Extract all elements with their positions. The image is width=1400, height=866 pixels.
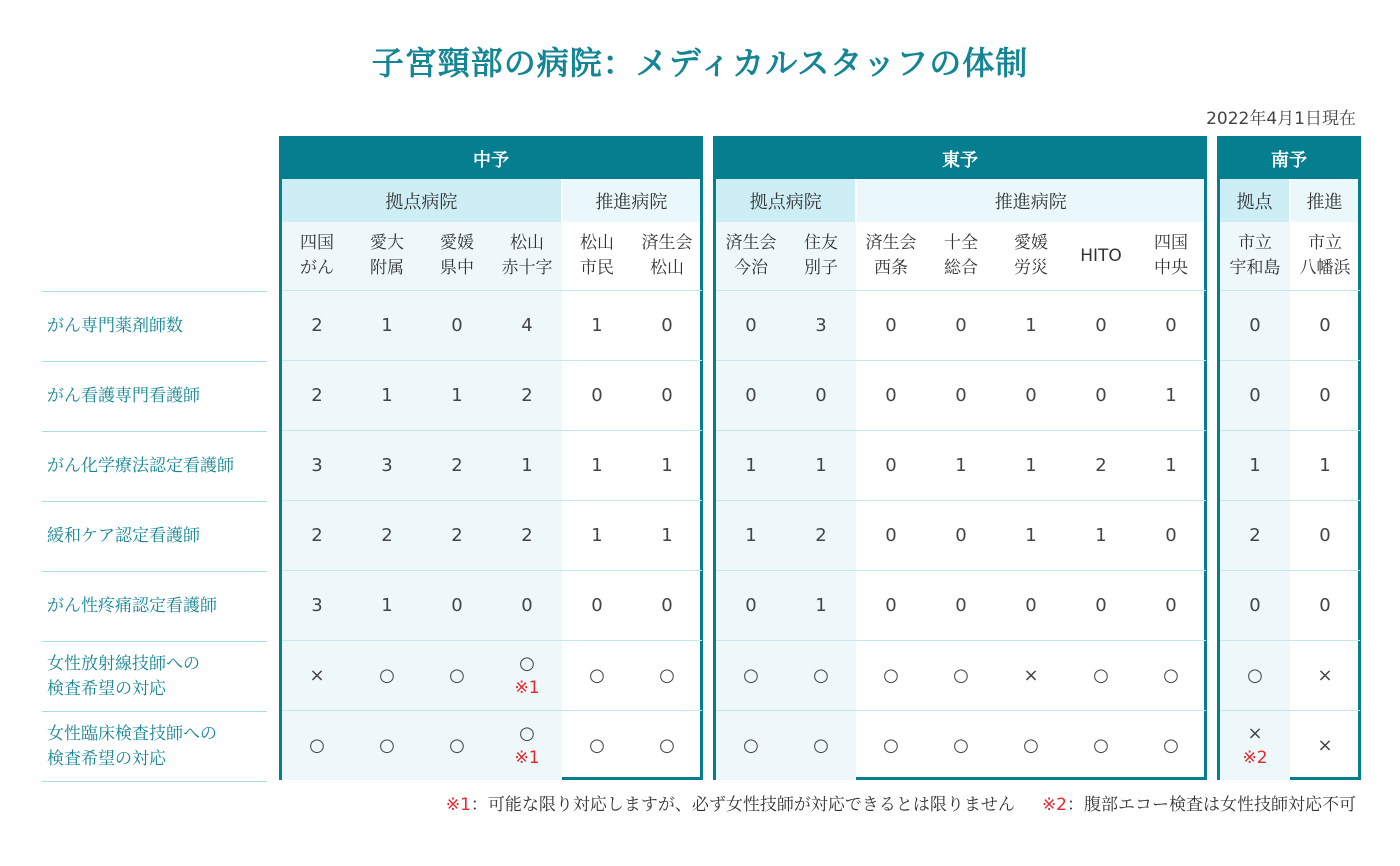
table-cell [1136, 291, 1206, 361]
table-cell [282, 361, 352, 431]
cell-value: 0 [1319, 524, 1331, 546]
row-label: がん性疼痛認定看護師 [42, 572, 267, 642]
table-cell [1136, 641, 1206, 711]
region-body [716, 222, 1204, 780]
hospital-type-row [282, 179, 700, 222]
table-cell [1220, 431, 1290, 501]
cell-note: ※1 [514, 747, 540, 768]
table-cell [716, 291, 786, 361]
table-cell [786, 571, 856, 641]
cell-value: ○ [883, 734, 899, 756]
cell-value: 0 [451, 314, 463, 336]
cell-value: 0 [521, 594, 533, 616]
cell-value: 1 [451, 384, 463, 406]
cell-value: 0 [591, 384, 603, 406]
cell-value: 0 [451, 594, 463, 616]
cell-value: 0 [885, 524, 897, 546]
region-body [1220, 222, 1358, 780]
cell-value: 0 [1249, 594, 1261, 616]
cell-value: 1 [381, 314, 393, 336]
footnote-2-text: ：腹部エコー検査は女性技師対応不可 [1067, 795, 1356, 815]
cell-value: ○ [743, 664, 759, 686]
table-cell [352, 501, 422, 571]
cell-value: 2 [1095, 454, 1107, 476]
row-label: 緩和ケア認定看護師 [42, 502, 267, 572]
table-cell [786, 501, 856, 571]
footnote-1-mark: ※1 [445, 795, 471, 815]
cell-value: 0 [885, 384, 897, 406]
region-panel [713, 136, 1207, 780]
hospital-type-label: 拠点病院 [716, 179, 855, 222]
table-cell [926, 711, 996, 780]
footnote-1-text: ：可能な限り対応しますが、必ず女性技師が対応できるとは限りません [470, 795, 1015, 815]
footnote-2-mark: ※2 [1041, 795, 1067, 815]
hospital-column [1136, 222, 1206, 780]
cell-value: 0 [661, 384, 673, 406]
table-cell [996, 291, 1066, 361]
table-cell [352, 291, 422, 361]
cell-value: 0 [661, 314, 673, 336]
cell-value: 0 [885, 594, 897, 616]
cell-value: ○ [953, 664, 969, 686]
hospital-name: 愛大 附属 [352, 222, 422, 291]
cell-value: 3 [381, 454, 393, 476]
table-cell [786, 291, 856, 361]
cell-value: 2 [381, 524, 393, 546]
hospital-name: 済生会 松山 [632, 222, 702, 291]
region-panel [1217, 136, 1361, 780]
table-cell [1290, 361, 1360, 431]
hospital-name: 済生会 西条 [856, 222, 926, 291]
table-cell [282, 571, 352, 641]
cell-note: ※2 [1242, 747, 1268, 768]
hospital-column [996, 222, 1066, 780]
table-cell [996, 641, 1066, 711]
cell-value: 1 [521, 454, 533, 476]
table-cell [1136, 431, 1206, 501]
table-cell [282, 501, 352, 571]
cell-value: 1 [381, 384, 393, 406]
hospital-column [786, 222, 856, 780]
table-cell [282, 711, 352, 780]
table-cell [856, 501, 926, 571]
table-cell [1290, 711, 1360, 780]
cell-value: 0 [1165, 314, 1177, 336]
table-cell [1290, 501, 1360, 571]
table-cell [1136, 361, 1206, 431]
table-cell [1290, 571, 1360, 641]
hospital-name: 四国 中央 [1136, 222, 1206, 291]
cell-value: ○ [743, 734, 759, 756]
table-cell [926, 501, 996, 571]
hospital-name: 十全 総合 [926, 222, 996, 291]
table-cell [422, 361, 492, 431]
hospital-column [926, 222, 996, 780]
table-cell [1066, 431, 1136, 501]
table-cell [422, 431, 492, 501]
cell-value: 3 [311, 594, 323, 616]
cell-value: ○ [449, 664, 465, 686]
table-cell [492, 291, 562, 361]
cell-value: 0 [1165, 594, 1177, 616]
table-cell [1066, 501, 1136, 571]
table-cell [422, 501, 492, 571]
cell-value: 1 [815, 594, 827, 616]
hospital-type-label: 推進 [1289, 179, 1358, 222]
cell-value: × [1317, 664, 1333, 686]
table-cell [1220, 571, 1290, 641]
table-cell [1066, 641, 1136, 711]
cell-value: ○ [449, 734, 465, 756]
cell-value: 0 [1025, 594, 1037, 616]
footnotes [446, 790, 1356, 815]
cell-value: 2 [521, 524, 533, 546]
hospital-type-label: 拠点病院 [282, 179, 561, 222]
cell-value: 1 [745, 524, 757, 546]
hospital-column [422, 222, 492, 780]
hospital-column [632, 222, 702, 780]
hospital-column [282, 222, 352, 780]
cell-value: 1 [661, 454, 673, 476]
hospital-name: 愛媛 県中 [422, 222, 492, 291]
table-cell [282, 431, 352, 501]
table-cell [282, 641, 352, 711]
cell-value: ○ [589, 664, 605, 686]
cell-value: 1 [1095, 524, 1107, 546]
cell-value: 0 [591, 594, 603, 616]
hospital-name: 愛媛 労災 [996, 222, 1066, 291]
table-cell [716, 641, 786, 711]
hospital-type-label: 推進病院 [855, 179, 1204, 222]
table-cell [492, 501, 562, 571]
table-cell [352, 361, 422, 431]
table-cell [632, 641, 702, 711]
table-cell [1290, 431, 1360, 501]
table-cell [492, 361, 562, 431]
table-cell [1220, 641, 1290, 711]
table-cell [1220, 361, 1290, 431]
table-cell [632, 501, 702, 571]
table-cell [632, 711, 702, 780]
hospital-type-row [716, 179, 1204, 222]
table-cell [562, 501, 632, 571]
cell-value: 0 [1249, 384, 1261, 406]
cell-value: ○ [589, 734, 605, 756]
cell-value: 2 [311, 524, 323, 546]
table-cell [1136, 501, 1206, 571]
cell-value: 0 [1025, 384, 1037, 406]
table-cell [856, 431, 926, 501]
row-label: 女性放射線技師への 検査希望の対応 [42, 642, 267, 712]
cell-value: 2 [311, 314, 323, 336]
cell-value: × [1317, 734, 1333, 756]
table-cell [786, 711, 856, 780]
region-body [282, 222, 700, 780]
hospital-column [856, 222, 926, 780]
table-cell [492, 431, 562, 501]
cell-value: 0 [1095, 384, 1107, 406]
cell-value: ○ [1023, 734, 1039, 756]
table-cell [562, 291, 632, 361]
table-cell [1290, 291, 1360, 361]
table-cell [352, 431, 422, 501]
table-cell [422, 641, 492, 711]
table-cell [996, 711, 1066, 780]
table-cell [422, 291, 492, 361]
hospital-type-label: 推進病院 [561, 179, 700, 222]
cell-value: 0 [1165, 524, 1177, 546]
table-cell [632, 431, 702, 501]
row-labels [42, 291, 267, 782]
table-cell [856, 291, 926, 361]
cell-value: 1 [1025, 524, 1037, 546]
table-cell [1066, 571, 1136, 641]
table-cell [632, 291, 702, 361]
hospital-column [1220, 222, 1290, 780]
hospital-name: 松山 市民 [562, 222, 632, 291]
as-of-date: 2022年4月1日現在 [1206, 109, 1356, 129]
row-label: 女性臨床検査技師への 検査希望の対応 [42, 712, 267, 782]
table-cell [492, 641, 562, 711]
table-cell [1066, 291, 1136, 361]
table-cell [632, 361, 702, 431]
cell-value: ○ [813, 664, 829, 686]
table-cell [562, 711, 632, 780]
hospital-column [562, 222, 632, 780]
table-cell [926, 571, 996, 641]
cell-value: 1 [745, 454, 757, 476]
cell-value: ○ [379, 664, 395, 686]
table-cell [1066, 361, 1136, 431]
cell-value: ○ [519, 722, 535, 744]
cell-value: 0 [955, 524, 967, 546]
cell-value: ○ [379, 734, 395, 756]
table-cell [856, 711, 926, 780]
cell-value: 0 [1249, 314, 1261, 336]
table-cell [492, 711, 562, 780]
cell-value: 0 [1319, 314, 1331, 336]
hospital-type-row [1220, 179, 1358, 222]
cell-value: 1 [1319, 454, 1331, 476]
table-cell [926, 361, 996, 431]
cell-value: 1 [955, 454, 967, 476]
cell-value: 0 [1095, 314, 1107, 336]
cell-note: ※1 [514, 677, 540, 698]
cell-value: ○ [519, 652, 535, 674]
cell-value: ○ [883, 664, 899, 686]
table-cell [562, 571, 632, 641]
table-cell [786, 361, 856, 431]
cell-value: 1 [1025, 454, 1037, 476]
cell-value: 0 [1095, 594, 1107, 616]
cell-value: × [309, 664, 325, 686]
table-cell [786, 641, 856, 711]
cell-value: 0 [1319, 594, 1331, 616]
cell-value: 2 [1249, 524, 1261, 546]
region-header: 中予 [282, 139, 700, 179]
cell-value: 0 [745, 384, 757, 406]
cell-value: × [1247, 722, 1263, 744]
row-label: がん看護専門看護師 [42, 362, 267, 432]
table-cell [996, 501, 1066, 571]
cell-value: 0 [885, 314, 897, 336]
table-cell [926, 641, 996, 711]
cell-value: 0 [885, 454, 897, 476]
cell-value: 0 [955, 314, 967, 336]
cell-value: 1 [591, 454, 603, 476]
cell-value: × [1023, 664, 1039, 686]
table-cell [996, 361, 1066, 431]
region-header: 東予 [716, 139, 1204, 179]
hospital-name: HITO [1066, 222, 1136, 291]
region-panel [279, 136, 703, 780]
table-cell [926, 431, 996, 501]
table-cell [856, 361, 926, 431]
cell-value: 1 [1165, 454, 1177, 476]
cell-value: 1 [1025, 314, 1037, 336]
cell-value: 4 [521, 314, 533, 336]
table-cell [492, 571, 562, 641]
cell-value: ○ [1093, 734, 1109, 756]
table-cell [352, 641, 422, 711]
hospital-name: 済生会 今治 [716, 222, 786, 291]
cell-value: ○ [1093, 664, 1109, 686]
table-cell [856, 641, 926, 711]
cell-value: 2 [451, 454, 463, 476]
table-cell [716, 571, 786, 641]
hospital-name: 市立 宇和島 [1220, 222, 1290, 291]
cell-value: 2 [311, 384, 323, 406]
table-cell [1220, 711, 1290, 780]
table-cell [996, 571, 1066, 641]
table-cell [1136, 711, 1206, 780]
row-label: がん化学療法認定看護師 [42, 432, 267, 502]
cell-value: 1 [1165, 384, 1177, 406]
cell-value: 0 [745, 314, 757, 336]
table-cell [352, 711, 422, 780]
table-cell [562, 641, 632, 711]
hospital-name: 松山 赤十字 [492, 222, 562, 291]
cell-value: ○ [659, 664, 675, 686]
table-cell [1290, 641, 1360, 711]
cell-value: 3 [815, 314, 827, 336]
cell-value: 2 [521, 384, 533, 406]
table-cell [282, 291, 352, 361]
table-cell [562, 431, 632, 501]
cell-value: ○ [953, 734, 969, 756]
hospital-column [352, 222, 422, 780]
table-cell [562, 361, 632, 431]
hospital-type-label: 拠点 [1220, 179, 1289, 222]
hospital-name: 市立 八幡浜 [1290, 222, 1360, 291]
table-cell [716, 501, 786, 571]
page-title: 子宮頸部の病院：メディカルスタッフの体制 [371, 44, 1029, 82]
table-cell [716, 431, 786, 501]
cell-value: 0 [955, 384, 967, 406]
table-cell [1066, 711, 1136, 780]
region-header: 南予 [1220, 139, 1358, 179]
table-cell [996, 431, 1066, 501]
cell-value: ○ [1247, 664, 1263, 686]
table-cell [856, 571, 926, 641]
cell-value: 2 [451, 524, 463, 546]
table-cell [716, 361, 786, 431]
cell-value: 1 [591, 524, 603, 546]
cell-value: 2 [815, 524, 827, 546]
cell-value: 0 [1319, 384, 1331, 406]
hospital-column [492, 222, 562, 780]
table-cell [352, 571, 422, 641]
cell-value: 0 [661, 594, 673, 616]
cell-value: 0 [745, 594, 757, 616]
table-cell [1136, 571, 1206, 641]
cell-value: 3 [311, 454, 323, 476]
table-cell [422, 571, 492, 641]
cell-value: ○ [309, 734, 325, 756]
hospital-name: 住友 別子 [786, 222, 856, 291]
cell-value: 1 [591, 314, 603, 336]
hospital-name: 四国 がん [282, 222, 352, 291]
table-cell [1220, 291, 1290, 361]
table-cell [786, 431, 856, 501]
table-cell [926, 291, 996, 361]
table-cell [422, 711, 492, 780]
table-cell [716, 711, 786, 780]
table-cell [632, 571, 702, 641]
cell-value: 1 [815, 454, 827, 476]
cell-value: ○ [1163, 734, 1179, 756]
cell-value: 1 [381, 594, 393, 616]
row-label: がん専門薬剤師数 [42, 292, 267, 362]
hospital-column [716, 222, 786, 780]
cell-value: ○ [813, 734, 829, 756]
cell-value: ○ [1163, 664, 1179, 686]
cell-value: 0 [955, 594, 967, 616]
cell-value: 0 [815, 384, 827, 406]
hospital-column [1066, 222, 1136, 780]
hospital-column [1290, 222, 1360, 780]
cell-value: 1 [1249, 454, 1261, 476]
cell-value: 1 [661, 524, 673, 546]
table-cell [1220, 501, 1290, 571]
cell-value: ○ [659, 734, 675, 756]
